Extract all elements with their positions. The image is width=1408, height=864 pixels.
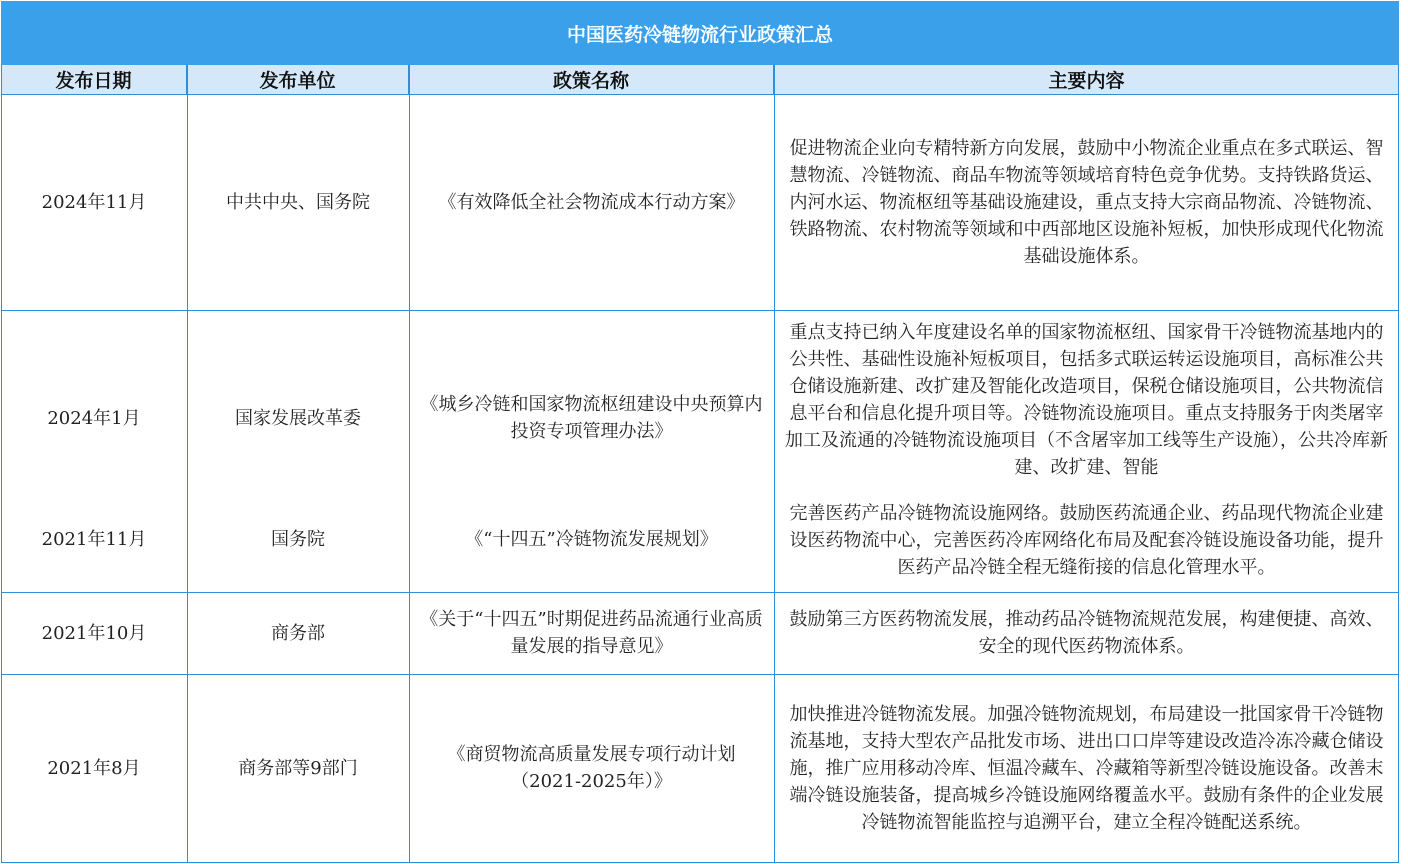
row3-unit: 国务院 — [271, 528, 325, 550]
grid-line — [187, 65, 188, 863]
row2-unit: 国家发展改革委 — [235, 407, 361, 429]
table-title: 中国医药冷链物流行业政策汇总 — [1, 1, 1399, 65]
header-unit: 发布单位 — [187, 65, 409, 94]
grid-line — [774, 65, 775, 863]
row2-date: 2024年1月 — [47, 407, 141, 429]
grid-line — [1398, 65, 1399, 863]
row3-date: 2021年11月 — [41, 528, 147, 550]
grid-line — [1, 94, 1399, 95]
row1-content: 促进物流企业向专精特新方向发展，鼓励中小物流企业重点在多式联运、智慧物流、冷链物流、商品车物流等领域培育特色竞争优势。支持铁路货运、内河水运、物流枢纽等基础设施建设，重点支持大宗商品物流、冷链物流、铁路物流、农村物流等领域和中西部地区设施补短板，加快形成现代化物流基础设施体系。 — [789, 137, 1384, 267]
row3-policy: 《“十四五”冷链物流发展规划》 — [465, 528, 718, 550]
grid-line — [1, 592, 1399, 593]
row5-unit: 商务部等9部门 — [238, 757, 358, 779]
row1-unit: 中共中央、国务院 — [226, 191, 370, 213]
row2-policy: 《城乡冷链和国家物流枢纽建设中央预算内投资专项管理办法》 — [420, 394, 763, 442]
row1-date: 2024年11月 — [41, 191, 147, 213]
grid-line — [1, 65, 2, 863]
row5-content: 加快推进冷链物流发展。加强冷链物流规划，布局建设一批国家骨干冷链物流基地，支持大型农产品批发市场、进出口口岸等建设改造冷冻冷藏仓储设施，推广应用移动冷库、恒温冷藏车、冷藏箱等新型冷链设施设备。改善末端冷链设施装备，提高城乡冷链设施网络覆盖水平。鼓励有条件的企业发展冷链物流智能监控与追溯平台，建立全程冷链配送系统。 — [789, 703, 1384, 833]
header-date: 发布日期 — [1, 65, 187, 94]
row5-date: 2021年8月 — [47, 757, 141, 779]
row4-unit: 商务部 — [271, 622, 325, 644]
grid-line — [1, 310, 1399, 311]
row4-policy: 《关于“十四五”时期促进药品流通行业高质量发展的指导意见》 — [420, 609, 763, 657]
header-policy: 政策名称 — [409, 65, 774, 94]
grid-line — [409, 65, 410, 863]
row2-content: 重点支持已纳入年度建设名单的国家物流枢纽、国家骨干冷链物流基地内的公共性、基础性设施补短板项目，包括多式联运转运设施项目，高标准公共仓储设施新建、改扩建及智能化改造项目，保税仓储设施项目，公共物流信息平台和信息化提升项目等。冷链物流设施项目。重点支持服务于肉类屠宰加工及流通的冷链物流设施项目（不含屠宰加工线等生产设施），公共冷库新建、改扩建、智能 — [785, 322, 1388, 478]
grid-line — [1, 674, 1399, 675]
row5-policy: 《商贸物流高质量发展专项行动计划（2021-2025年）》 — [447, 744, 736, 792]
grid-line — [1, 862, 1399, 863]
row4-date: 2021年10月 — [41, 622, 147, 644]
row4-content: 鼓励第三方医药物流发展，推动药品冷链物流规范发展，构建便捷、高效、安全的现代医药物流体系。 — [789, 609, 1384, 657]
policy-table — [1, 1, 1399, 862]
row3-content: 完善医药产品冷链物流设施网络。鼓励医药流通企业、药品现代物流企业建设医药物流中心，完善医药冷库网络化布局及配套冷链设施设备功能，提升医药产品冷链全程无缝衔接的信息化管理水平。 — [789, 502, 1384, 578]
header-content: 主要内容 — [774, 65, 1399, 94]
row1-policy: 《有效降低全社会物流成本行动方案》 — [438, 191, 745, 213]
